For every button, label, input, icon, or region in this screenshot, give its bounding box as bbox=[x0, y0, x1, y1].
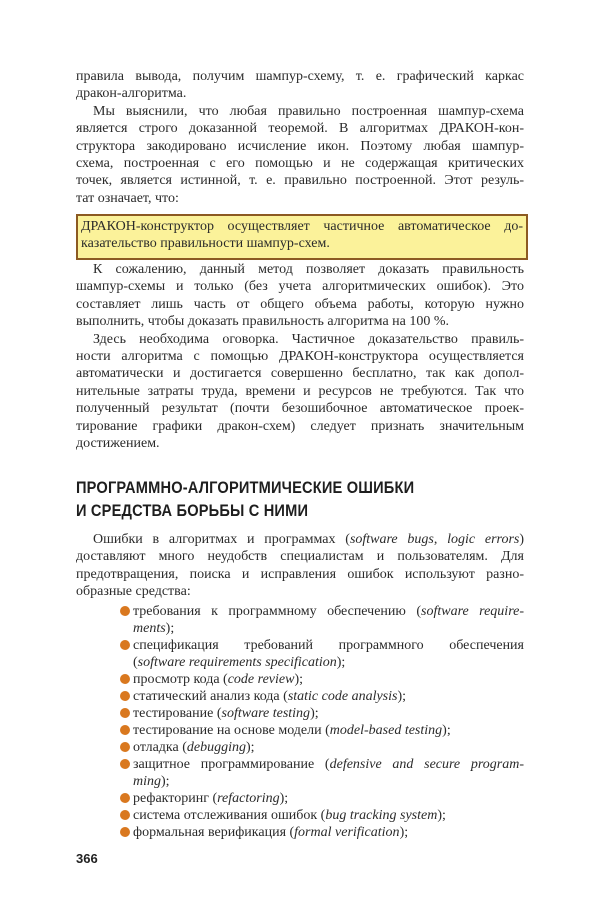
text-line bbox=[76, 190, 524, 207]
list-item-line bbox=[133, 654, 524, 671]
text-line bbox=[76, 566, 524, 583]
text-span: составляет лишь часть от общего объема работы, которую нужно bbox=[76, 296, 524, 312]
text-span: схема, построенная с его помощью и не содержащая критических bbox=[76, 155, 524, 171]
text-line bbox=[76, 365, 524, 382]
italic-term: defensive and secure program- bbox=[329, 757, 524, 772]
list-item-line bbox=[133, 790, 524, 807]
text-span: ДРАКОН-конструктор осуществляет частичное автоматическое до- bbox=[81, 219, 523, 234]
section-heading-line: И СРЕДСТВА БОРЬБЫ С НИМИ bbox=[76, 501, 309, 520]
text-span: шампур-схемы и только (без учета алгоритмических ошибок). Это bbox=[76, 279, 524, 295]
tools-list bbox=[133, 603, 524, 841]
bullet-icon bbox=[120, 759, 130, 769]
text-span: тестирование на основе модели ( bbox=[133, 723, 330, 738]
text-span: нительные затраты труда, времени и ресурсов не требуются. Так что bbox=[76, 383, 524, 399]
text-span: тирование графики дракон-схем) следует признать значительным bbox=[76, 418, 524, 434]
text-span: рефакторинг ( bbox=[133, 791, 218, 806]
body-text bbox=[76, 261, 524, 452]
highlight-callout bbox=[76, 214, 528, 260]
list-item-line bbox=[133, 824, 524, 841]
section-heading-line: ПРОГРАММНО-АЛГОРИТМИЧЕСКИЕ ОШИБКИ bbox=[76, 478, 415, 497]
italic-term: ming bbox=[133, 774, 161, 789]
text-span: точек, является истинной, т. е. правильно построенной. Этот резуль- bbox=[76, 173, 524, 189]
text-line bbox=[76, 313, 524, 330]
bullet-icon bbox=[120, 793, 130, 803]
italic-term: software testing bbox=[221, 706, 311, 721]
text-line bbox=[76, 531, 524, 548]
italic-term: debugging bbox=[186, 740, 246, 755]
text-span: ); bbox=[245, 740, 255, 755]
italic-term: logic errors bbox=[447, 532, 520, 547]
bullet-icon bbox=[120, 691, 130, 701]
italic-term: code review bbox=[227, 672, 295, 687]
text-line bbox=[76, 85, 524, 102]
list-item-line bbox=[133, 807, 524, 824]
text-span: отладка ( bbox=[133, 740, 187, 755]
text-span: структора закодировано исчисление икон. Поэтому любая шампур- bbox=[76, 138, 524, 154]
text-span: ); bbox=[161, 774, 170, 789]
list-item-line bbox=[133, 722, 524, 739]
text-span: Здесь необходима оговорка. Частичное доказательство правиль- bbox=[93, 331, 524, 347]
callout-line bbox=[81, 218, 523, 235]
text-line bbox=[76, 331, 524, 348]
text-span: ности алгоритма с помощью ДРАКОН-конструктора осуществляется bbox=[76, 348, 524, 364]
text-span: достижением. bbox=[76, 435, 160, 451]
text-span: автоматически и достигается совершенно бесплатно, так как допол- bbox=[76, 366, 524, 382]
italic-term: software require- bbox=[421, 604, 524, 619]
italic-term: software bugs bbox=[349, 532, 434, 547]
text-span: ) bbox=[519, 532, 525, 547]
text-span: , bbox=[433, 532, 448, 547]
text-span: ( bbox=[133, 655, 138, 670]
text-line bbox=[76, 103, 524, 120]
bullet-icon bbox=[120, 606, 130, 616]
text-span: казательство правильности шампур-схем. bbox=[81, 236, 330, 251]
list-item-line bbox=[133, 773, 524, 790]
bullet-icon bbox=[120, 725, 130, 735]
list-item-line bbox=[133, 603, 524, 620]
list-item-line bbox=[133, 637, 524, 654]
italic-term: formal verification bbox=[294, 825, 400, 840]
text-span: выполнить, чтобы доказать правильность алгоритма на 100 %. bbox=[76, 314, 450, 330]
text-line bbox=[76, 68, 524, 85]
text-span: статический анализ кода ( bbox=[133, 689, 288, 704]
text-span: ); bbox=[399, 825, 409, 840]
italic-term: static code analysis bbox=[287, 689, 398, 704]
text-span: правила вывода, получим шампур-схему, т. е. графический каркас bbox=[76, 69, 524, 84]
italic-term: ments bbox=[133, 621, 166, 636]
text-line bbox=[76, 583, 524, 600]
text-line bbox=[76, 348, 524, 365]
text-span: дракон-алгоритма. bbox=[76, 86, 187, 102]
text-line bbox=[76, 418, 524, 435]
text-line bbox=[76, 138, 524, 155]
list-item-line bbox=[133, 688, 524, 705]
bullet-icon bbox=[120, 742, 130, 752]
text-span: ); bbox=[437, 808, 446, 823]
italic-term: model-based testing bbox=[329, 723, 443, 738]
intro-text bbox=[76, 68, 524, 207]
list-item-line bbox=[133, 620, 524, 637]
text-span: образные средства: bbox=[76, 584, 191, 600]
text-line bbox=[76, 400, 524, 417]
text-span: ); bbox=[442, 723, 451, 738]
callout-line bbox=[81, 235, 523, 252]
text-line bbox=[76, 172, 524, 189]
text-span: система отслеживания ошибок ( bbox=[133, 808, 326, 823]
text-span: тестирование ( bbox=[133, 706, 222, 721]
bullet-icon bbox=[120, 810, 130, 820]
page-number: 366 bbox=[76, 851, 98, 866]
text-span: доставляют много неудобств специалистам и пользователям. Для bbox=[76, 549, 524, 565]
section-heading bbox=[76, 476, 414, 522]
text-span: защитное программирование ( bbox=[133, 757, 330, 772]
text-line bbox=[76, 296, 524, 313]
text-span: тат означает, что: bbox=[76, 190, 179, 206]
text-span: полученный результат (почти безошибочное автоматическое проек- bbox=[76, 401, 524, 417]
bullet-icon bbox=[120, 827, 130, 837]
italic-term: bug tracking system bbox=[325, 808, 438, 823]
list-item-line bbox=[133, 705, 524, 722]
text-span: ); bbox=[279, 791, 289, 806]
text-line bbox=[76, 155, 524, 172]
text-line bbox=[76, 548, 524, 565]
text-span: предотвращения, поиска и исправления ошибок используют разно- bbox=[76, 566, 524, 582]
section-intro-text bbox=[76, 531, 524, 601]
text-line bbox=[76, 278, 524, 295]
text-span: формальная верификация ( bbox=[133, 825, 295, 840]
text-span: Ошибки в алгоритмах и программах ( bbox=[93, 532, 350, 547]
italic-term: refactoring bbox=[217, 791, 280, 806]
text-line bbox=[76, 120, 524, 137]
italic-term: software requirements specification bbox=[137, 655, 337, 670]
bullet-icon bbox=[120, 640, 130, 650]
text-span: ); bbox=[310, 706, 319, 721]
text-span: просмотр кода ( bbox=[133, 672, 228, 687]
text-line bbox=[76, 383, 524, 400]
text-line bbox=[76, 261, 524, 278]
bullet-icon bbox=[120, 708, 130, 718]
bullet-icon bbox=[120, 674, 130, 684]
text-span: К сожалению, данный метод позволяет доказать правильность bbox=[93, 262, 524, 277]
text-span: ); bbox=[336, 655, 346, 670]
text-span: спецификация требований программного обеспечения bbox=[133, 638, 524, 653]
list-item-line bbox=[133, 671, 524, 688]
list-item-line bbox=[133, 739, 524, 756]
text-span: ); bbox=[294, 672, 304, 687]
text-span: ); bbox=[165, 621, 175, 636]
list-item-line bbox=[133, 756, 524, 773]
text-line bbox=[76, 435, 524, 452]
text-span: требования к программному обеспечению ( bbox=[133, 604, 421, 619]
text-span: Мы выяснили, что любая правильно построенная шампур-схема bbox=[93, 103, 524, 119]
text-span: является строго доказанной теоремой. В алгоритмах ДРАКОН-кон- bbox=[76, 121, 524, 137]
text-span: ); bbox=[397, 689, 407, 704]
